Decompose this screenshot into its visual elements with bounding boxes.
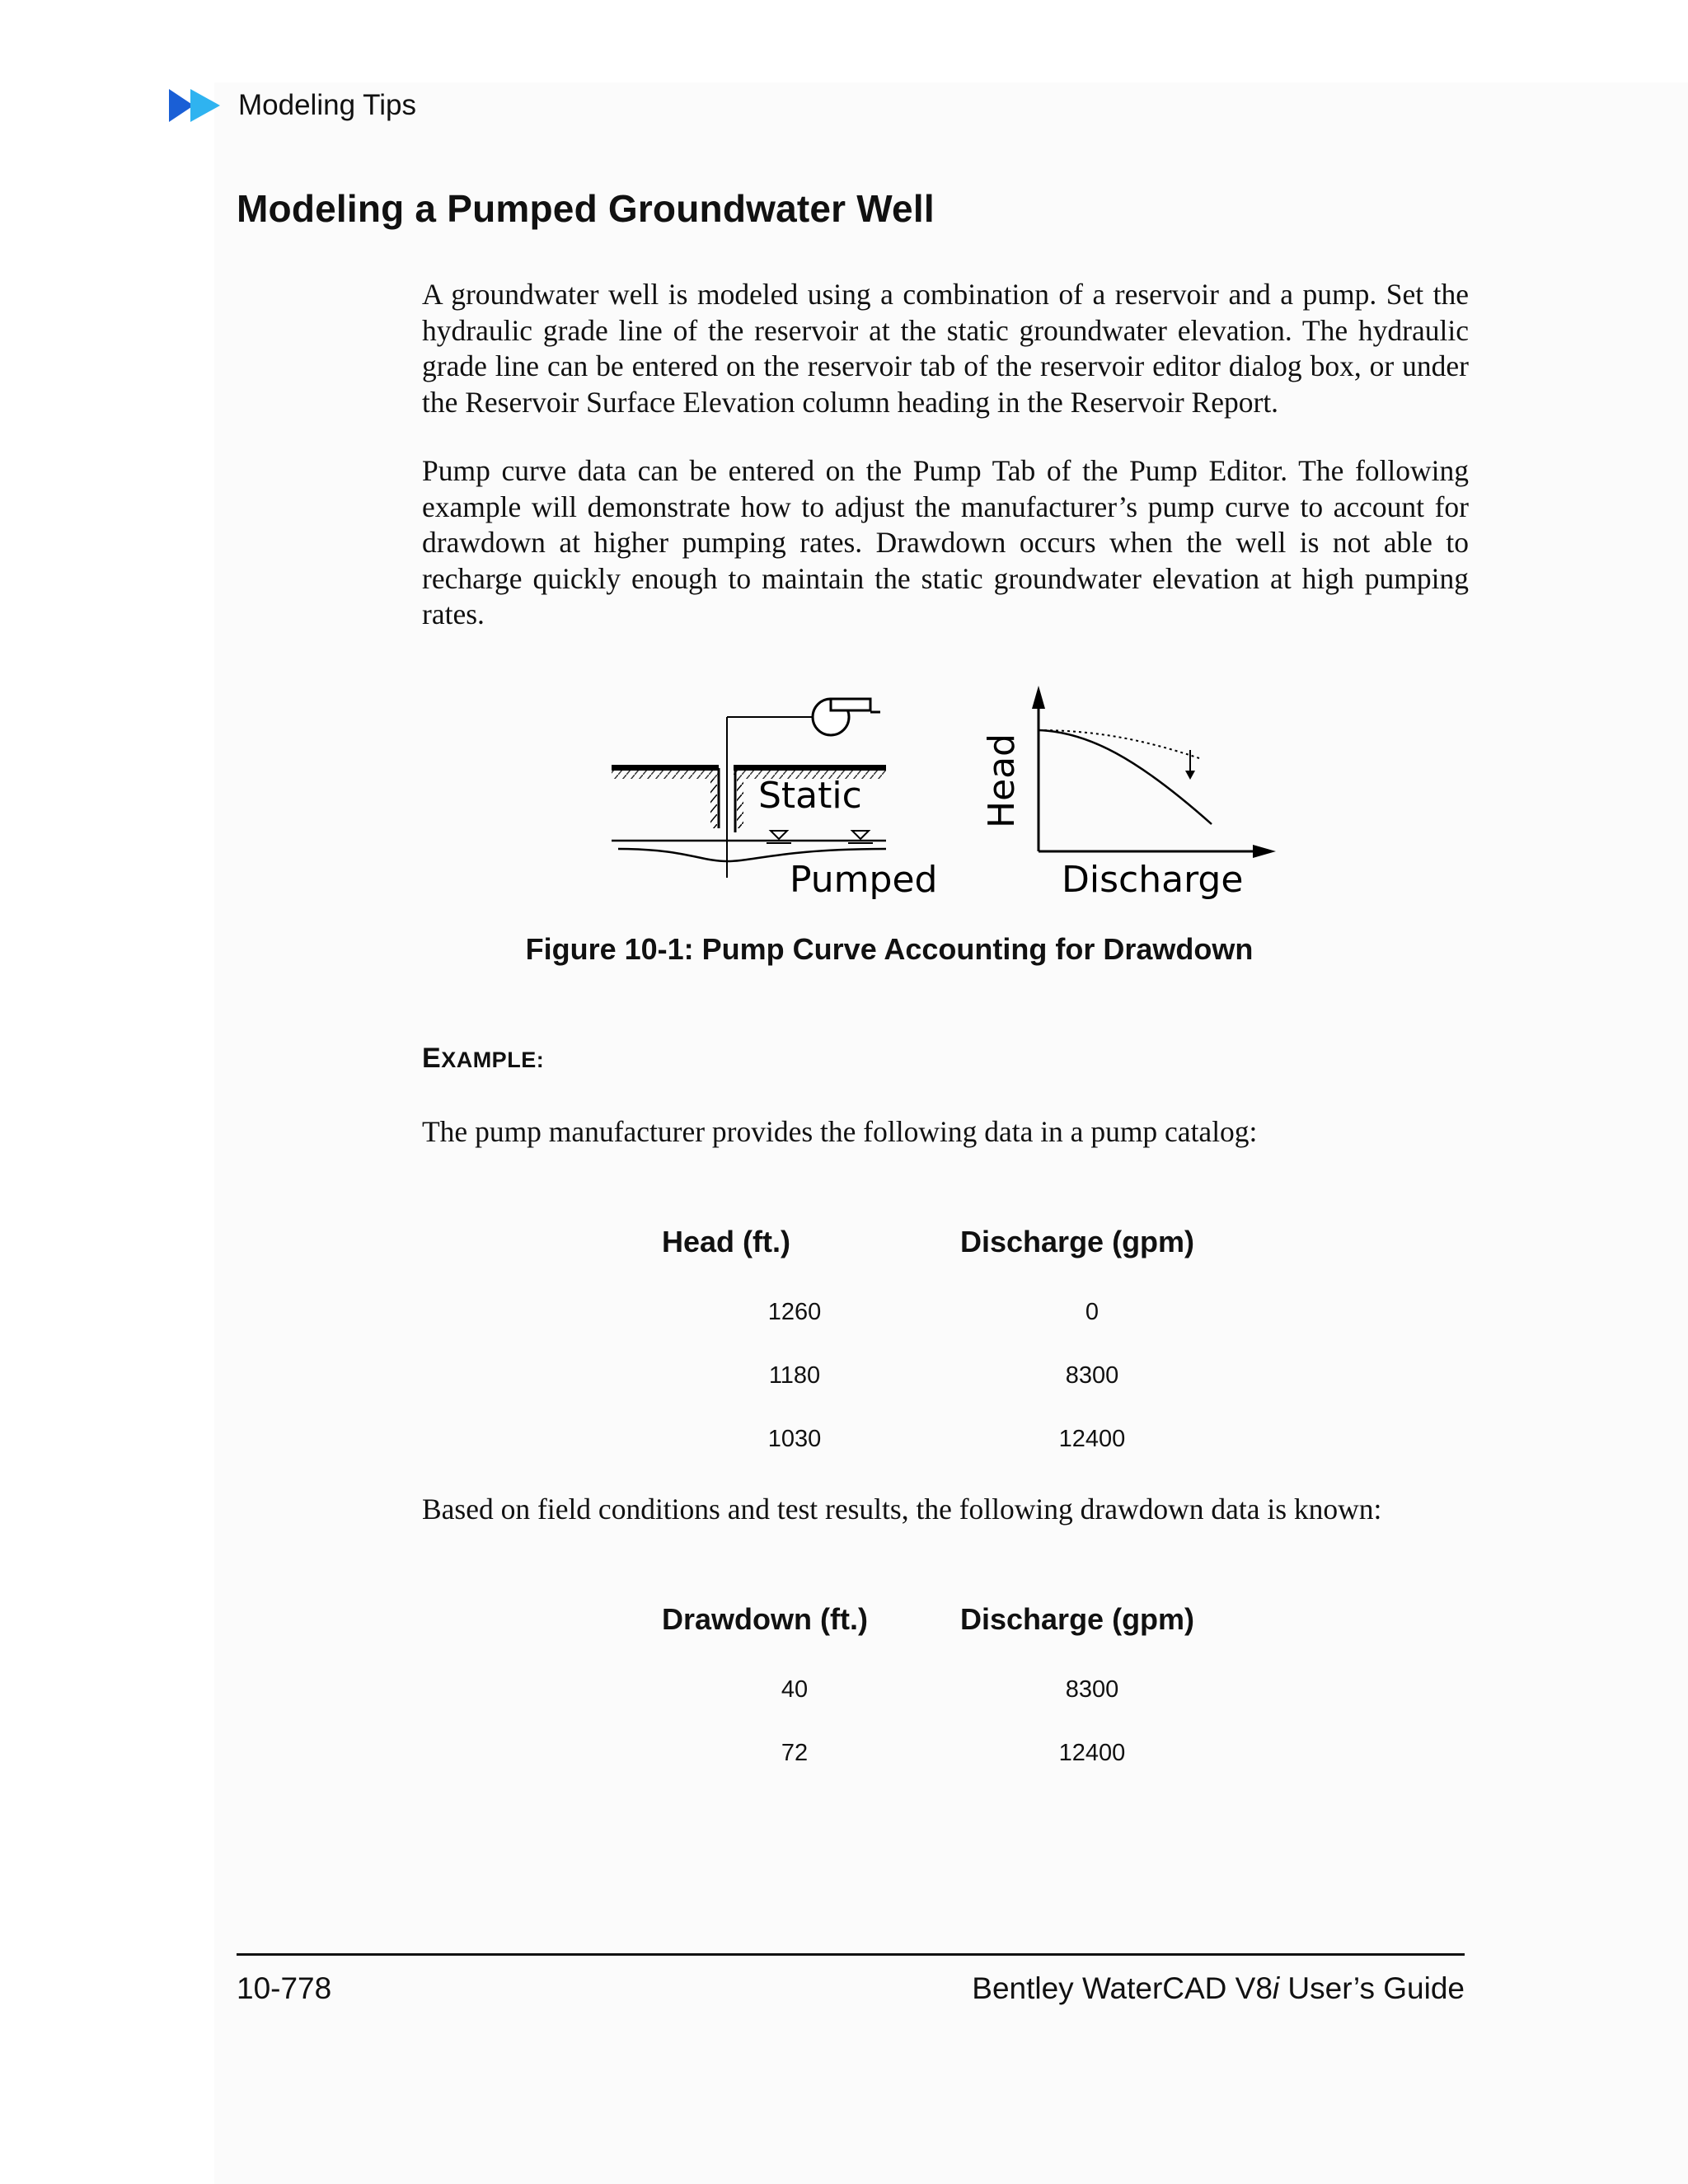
table-cell: 1260 (767, 1299, 822, 1325)
footer-divider (237, 1953, 1465, 1956)
head-discharge-chart (981, 686, 1276, 901)
table-cell: 1180 (768, 1362, 821, 1389)
intro-paragraph: A groundwater well is modeled using a combination of a reservoir and a pump. Set the hydraulic grade line of the reservoir at the static groundwater elevation. The hydraulic grade line can be entered on the reservoir tab of the reservoir editor dialog box, or under the Reservoir Surface Elevation column heading in the Reservoir Report. (422, 278, 1469, 419)
field-conditions-paragraph: Based on field conditions and test results, the following drawdown data is known: (422, 1493, 1382, 1526)
static-label: Static (758, 775, 862, 817)
table-header: Discharge (gpm) (960, 1602, 1195, 1636)
table-cell: 0 (1085, 1299, 1100, 1325)
table-header: Drawdown (ft.) (662, 1602, 868, 1636)
pump-drawdown-figure (602, 676, 1294, 915)
page-number: 10-778 (237, 1971, 332, 2005)
discharge-axis-label: Discharge (1062, 859, 1244, 901)
well-diagram (612, 699, 937, 901)
guide-title-suffix: User’s Guide (1279, 1971, 1465, 2005)
page-title: Modeling a Pumped Groundwater Well (237, 187, 935, 230)
running-header-label: Modeling Tips (238, 89, 416, 121)
table-cell: 1030 (767, 1426, 822, 1452)
table-cell: 40 (781, 1676, 809, 1703)
pump-curve-paragraph: Pump curve data can be entered on the Pump Tab of the Pump Editor. The following example will demonstrate how to adjust the manufacturer’s pump curve to account for drawdown at higher pumping rates. Drawdown occurs when the well is not able to recharge quickly enough to maintain the static groundwater elevation at high pumping rates. (422, 454, 1469, 630)
catalog-paragraph: The pump manufacturer provides the following data in a pump catalog: (422, 1115, 1258, 1148)
table-cell: 8300 (1065, 1676, 1119, 1703)
example-heading-rest: XAMPLE: (441, 1047, 545, 1072)
table-header: Discharge (gpm) (960, 1225, 1195, 1258)
table-cell: 72 (781, 1740, 809, 1766)
table-cell: 12400 (1058, 1426, 1126, 1452)
example-heading (422, 1043, 544, 1075)
head-axis-label: Head (981, 733, 1023, 828)
figure-caption: Figure 10-1: Pump Curve Accounting for Drawdown (525, 932, 1254, 966)
pumped-label: Pumped (790, 859, 938, 901)
table-header: Head (ft.) (662, 1225, 790, 1258)
guide-title (972, 1971, 1465, 2006)
example-heading-initial: E (422, 1043, 442, 1074)
running-header (169, 86, 416, 125)
guide-title-prefix: Bentley WaterCAD V8 (972, 1971, 1273, 2005)
double-arrow-icon (169, 86, 223, 125)
table-cell: 12400 (1058, 1740, 1126, 1766)
table-cell: 8300 (1065, 1362, 1119, 1389)
guide-title-italic: i (1272, 1971, 1280, 2005)
